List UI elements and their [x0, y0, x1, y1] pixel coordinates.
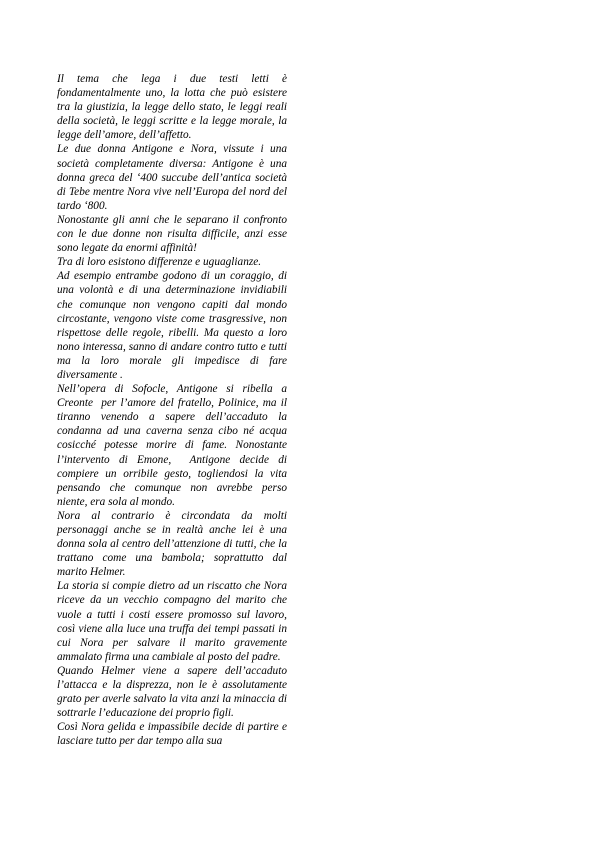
- paragraph-4: Tra di loro esistono differenze e uguaglianze.: [57, 256, 262, 269]
- paragraph-8: La storia si compie dietro ad un riscatto che Nora riceve da un vecchio compagno del marito che vuole a tutti i costi essere promosso sul lavoro, così viene alla luce una truffa dei tempi passati in cui Nora per salvare il marito gravemente ammalato firma una cambiale al posto del padre.: [57, 580, 290, 663]
- paragraph-10: Così Nora gelida e impassibile decide di partire e lasciare tutto per dar tempo alla sua: [57, 721, 290, 748]
- paragraph-5: Ad esempio entrambe godono di un coraggio, di una volontà e di una determinazione invidiabili che comunque non vengono capiti dal mondo circostante, vengono viste come trasgressive, non rispettose delle regole, ribelli. Ma questo a loro nono interessa, sanno di andare contro tutto e tutti ma la loro morale gli impedisce di fare diversamente .: [57, 270, 293, 381]
- paragraph-9: Quando Helmer viene a sapere dell’accaduto l’attacca e la disprezza, non le è assolutamente grato per averle salvato la vita anzi la minaccia di sottrarle l’educazione dei proprio figli.: [57, 664, 290, 720]
- text-column: [57, 72, 293, 749]
- paragraph-2: Le due donna Antigone e Nora, vissute i una società completamente diversa: Antigone è una donna greca del ‘400 succube dell’antica società di Tebe mentre Nora vive nell’Europa del nord del tardo ‘800.: [57, 143, 290, 212]
- paragraph-3: Nonostante gli anni che le separano il confronto con le due donne non risulta difficile, anzi esse sono legate da enormi affinità!: [57, 213, 290, 255]
- paragraph-6: Nell’opera di Sofocle, Antigone si ribella a Creonte per l’amore del fratello, Polinice, ma il tiranno venendo a sapere dell’accaduto la condanna ad una caverna senza cibo né acqua cosicché potesse morire di fame. Nonostante l’intervento di Emone, Antigone decide di compiere un orribile gesto, togliendosi la vita pensando che comunque non avrebbe perso niente, era sola al mondo.: [57, 383, 290, 508]
- paragraph-1: Il tema che lega i due testi letti è fondamentalmente uno, la lotta che può esistere tra la giustizia, la legge dello stato, le leggi reali della società, le leggi scritte e la legge morale, la legge dell’amore, dell’affetto.: [57, 73, 290, 142]
- paragraph-7: Nora al contrario è circondata da molti personaggi anche se in realtà anche lei è una donna sola al centro dell’attenzione di tutti, che la trattano come una bambola; soprattutto dal marito Helmer.: [57, 509, 290, 579]
